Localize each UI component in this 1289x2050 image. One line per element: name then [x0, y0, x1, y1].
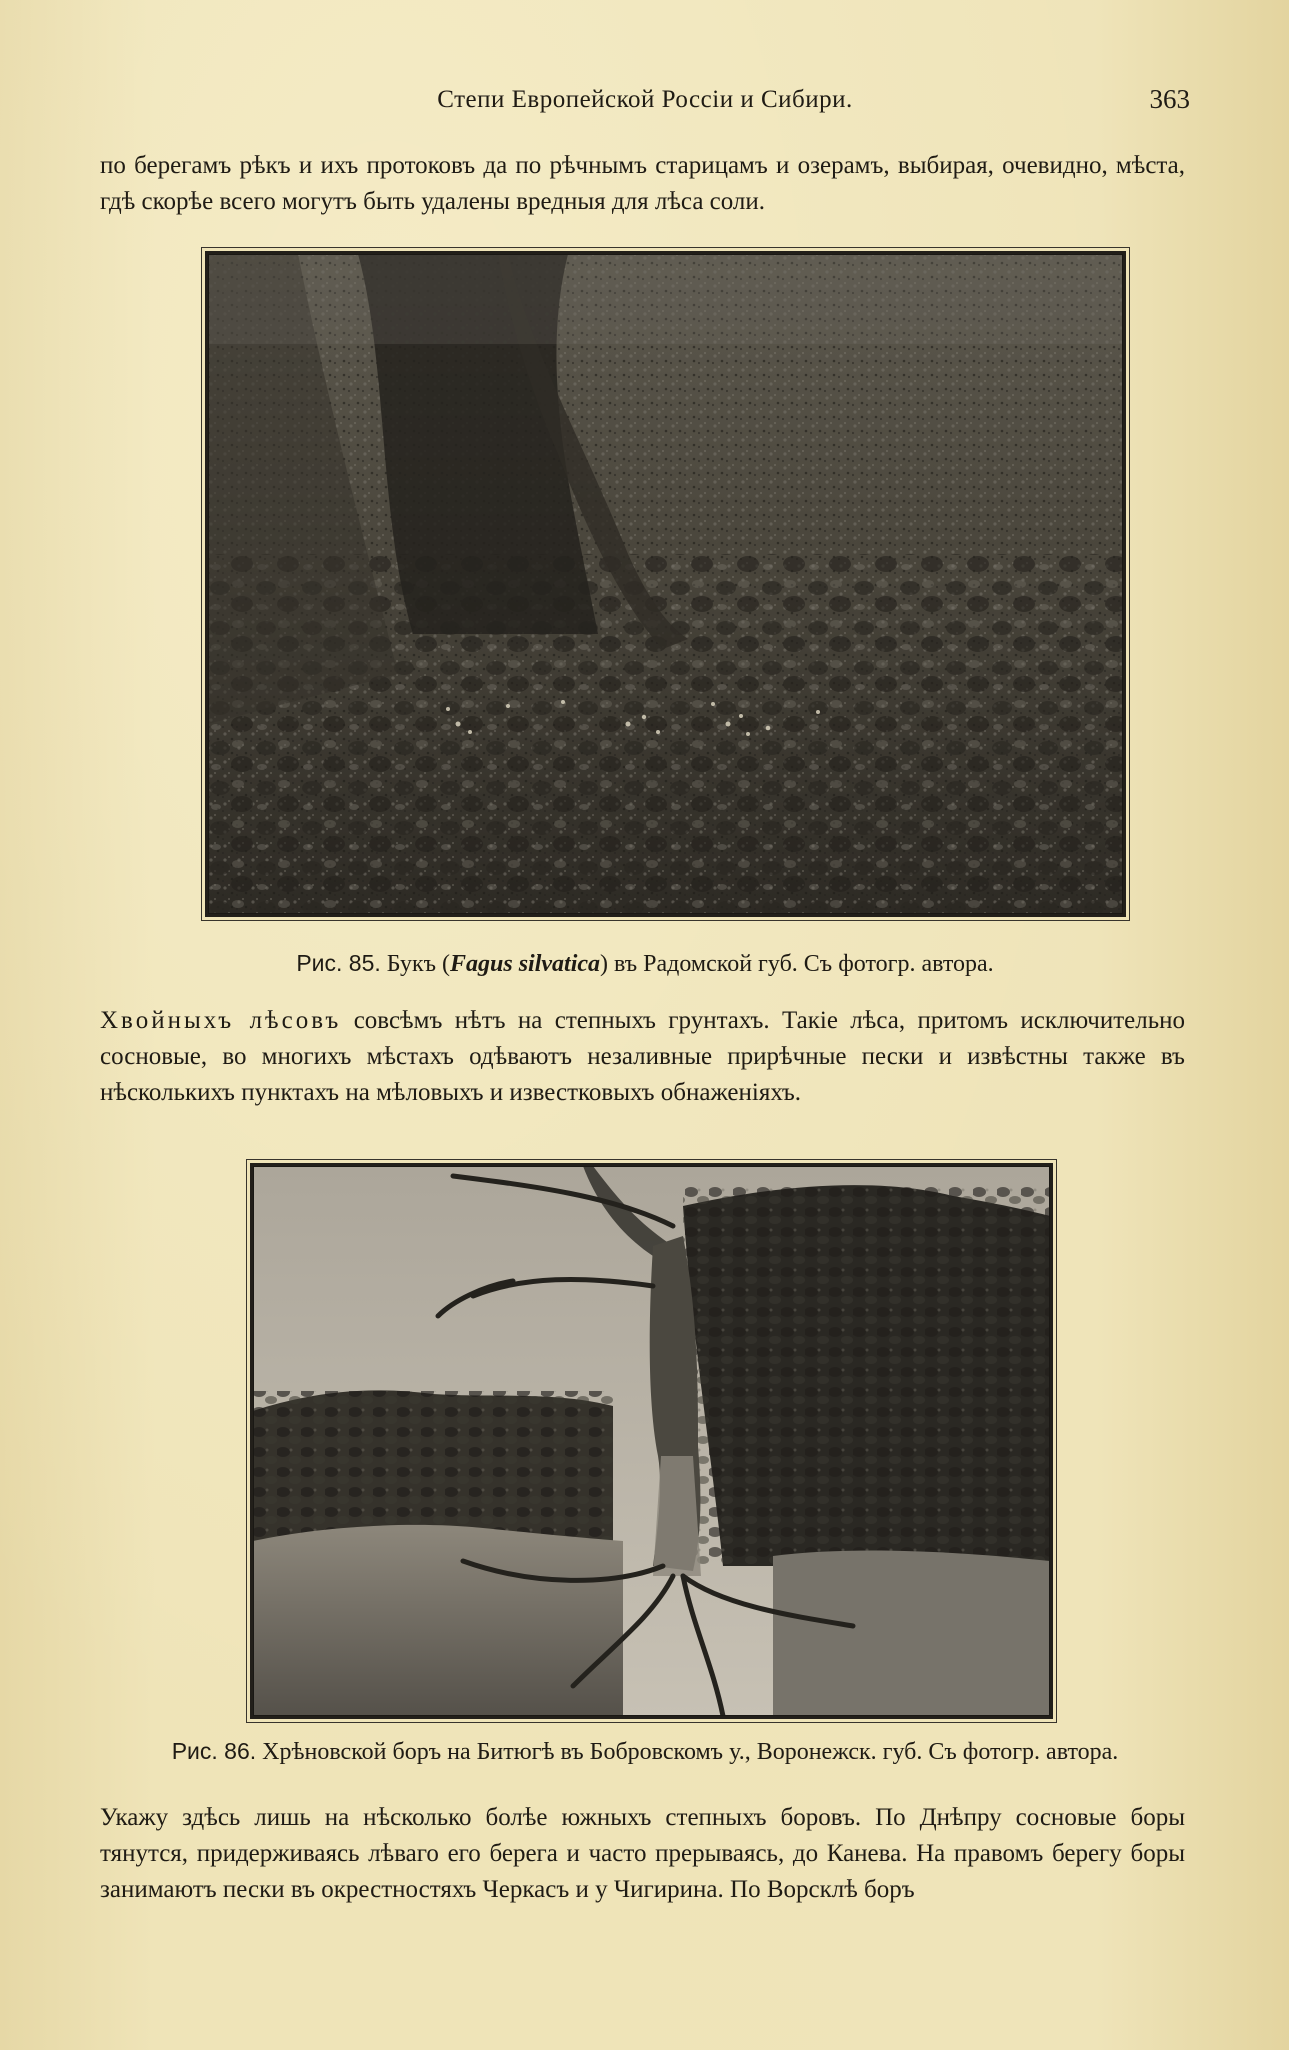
figure-85-label: Рис. 85.	[296, 950, 381, 976]
figure-85-text-after: ) въ Радомской губ. Съ фотогр. автора.	[600, 951, 994, 977]
figure-85-text-before: Букъ (	[386, 951, 451, 977]
beech-forest-photo	[208, 254, 1123, 914]
paragraph-middle-lead: Хвойныхъ лѣсовъ	[100, 1007, 342, 1034]
figure-86-label: Рис. 86.	[171, 1738, 257, 1764]
figure-85-photo	[205, 251, 1126, 917]
figure-86-caption	[110, 1738, 1180, 1766]
figure-86-text: Хрѣновской боръ на Битюгѣ въ Бобровскомъ у., Воронежск. губ. Съ фотогр. автора.	[262, 1739, 1119, 1765]
figure-85-latin-name: Fagus silvatica	[450, 951, 601, 977]
figure-85-caption	[120, 950, 1170, 978]
paragraph-bottom: Укажу здѣсь лишь на нѣсколько болѣе южныхъ степныхъ боровъ. По Днѣпру сосновые боры тянутся, придерживаясь лѣваго его берега и часто прерываясь, до Канева. На правомъ берегу боры занимаютъ пески въ окрестностяхъ Черкасъ и у Чигирина. По Ворсклѣ боръ	[100, 1804, 1185, 1903]
pine-forest-river-photo	[253, 1166, 1050, 1716]
page-number: 363	[1149, 84, 1190, 114]
running-title: Степи Европейской Россіи и Сибири.	[437, 86, 853, 113]
paragraph-middle	[100, 1003, 1185, 1111]
page-header	[100, 82, 1190, 122]
paragraph-middle-rest: совсѣмъ нѣтъ на степныхъ грунтахъ. Такіе лѣса, притомъ исключительно сосновые, во многихъ мѣстахъ одѣваютъ незаливные прирѣчные пески и извѣстны также въ нѣсколькихъ пунктахъ на мѣловыхъ и известковыхъ обнаженіяхъ.	[100, 1007, 1185, 1106]
figure-86-photo	[250, 1163, 1053, 1719]
paragraph-top: по берегамъ рѣкъ и ихъ протоковъ да по рѣчнымъ старицамъ и озерамъ, выбирая, очевидно, мѣста, гдѣ скорѣе всего могутъ быть удалены вредныя для лѣса соли.	[100, 152, 1185, 215]
